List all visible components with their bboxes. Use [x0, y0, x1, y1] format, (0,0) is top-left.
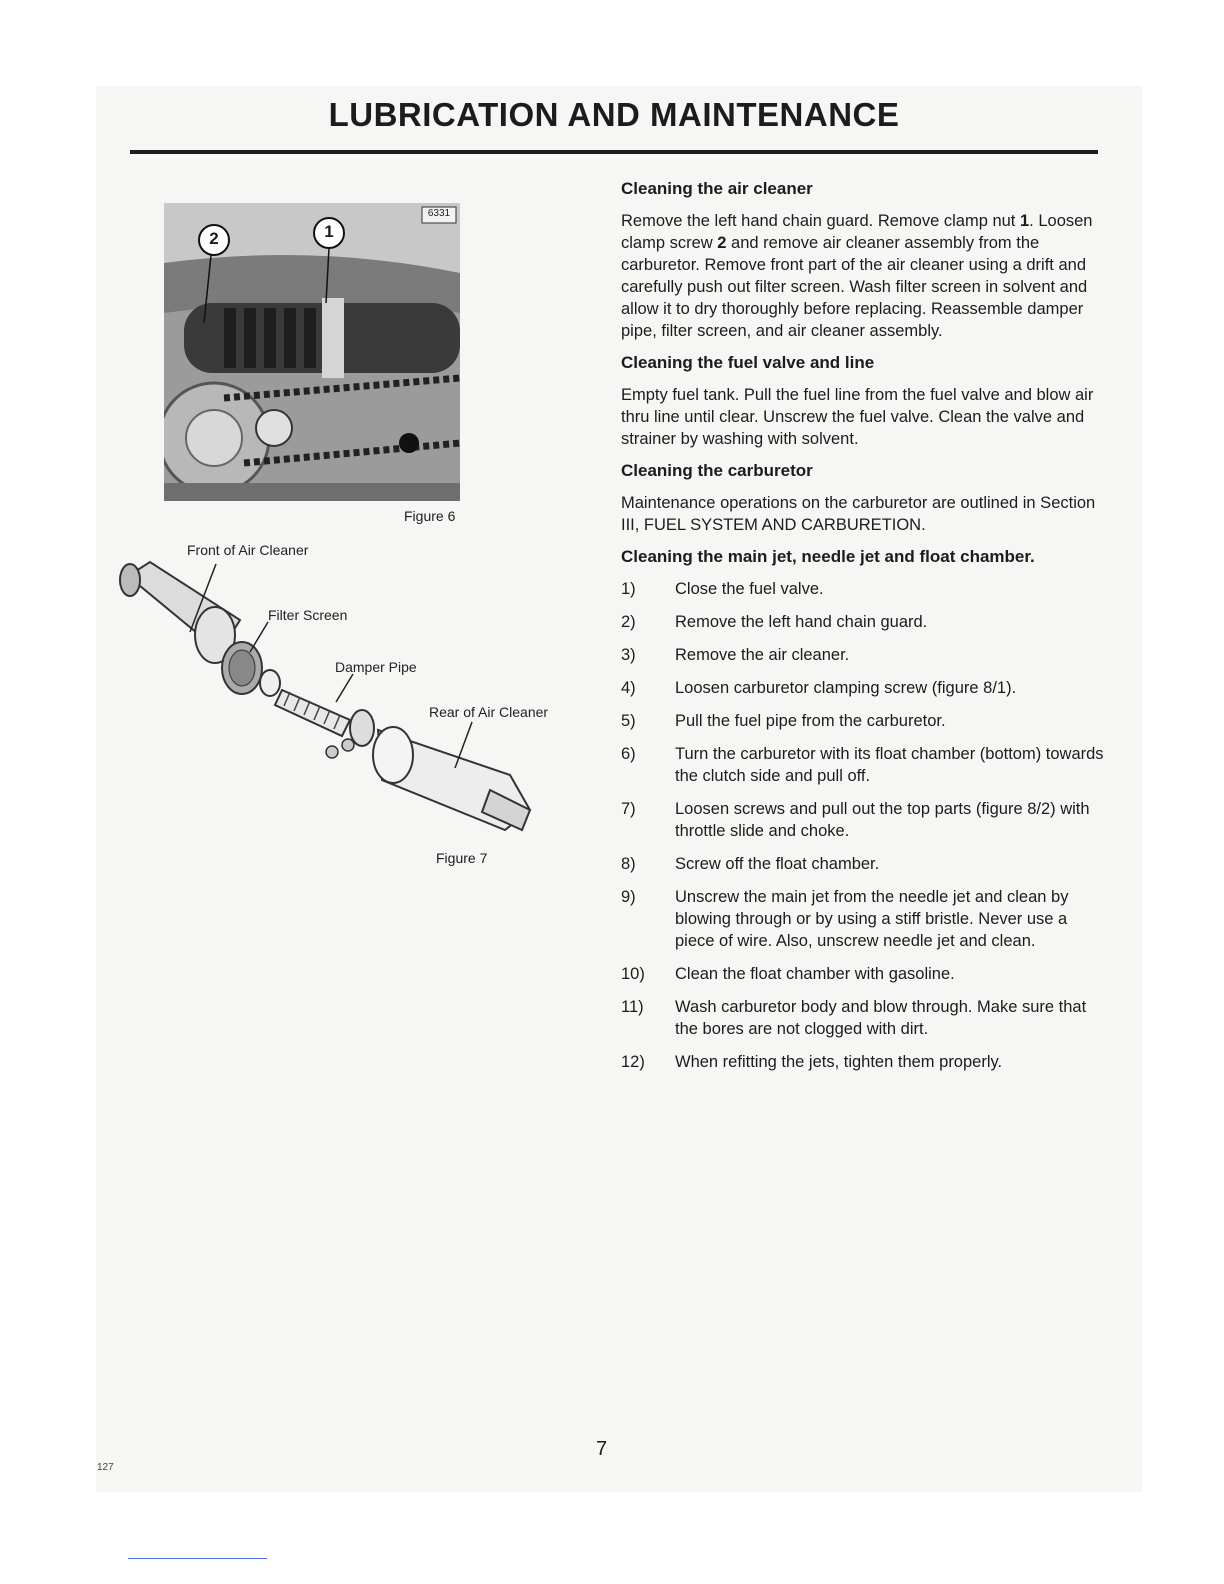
clamp-nut-part	[326, 739, 354, 758]
damper-pipe-part	[260, 670, 350, 736]
clamp-screw-ref: 2	[717, 234, 727, 252]
step-number: 6)	[621, 745, 636, 763]
list-item	[621, 710, 1107, 732]
step-text: Remove the left hand chain guard.	[675, 613, 928, 631]
air-cleaner-text-a: Remove the left hand chain guard. Remove clamp nut	[621, 212, 1020, 230]
list-item	[621, 611, 1107, 633]
figure-6-caption: Figure 6	[404, 508, 456, 524]
figure-6-photo	[164, 203, 460, 501]
step-text: Pull the fuel pipe from the carburetor.	[675, 712, 946, 730]
list-item	[621, 886, 1107, 952]
rear-of-air-cleaner-label: Rear of Air Cleaner	[429, 704, 549, 720]
callout-1-label: 1	[324, 222, 334, 241]
photo-code: 6331	[427, 208, 451, 219]
filter-screen-part	[222, 642, 262, 694]
bottom-underline	[128, 1558, 267, 1559]
step-number: 1)	[621, 580, 636, 598]
carburetor-paragraph: Maintenance operations on the carburetor are outlined in Section III, FUEL SYSTEM AND CARBURETION.	[621, 494, 1096, 534]
jets-heading: Cleaning the main jet, needle jet and float chamber.	[621, 547, 1035, 566]
page-number: 7	[596, 1438, 608, 1460]
step-text: Turn the carburetor with its float chamber (bottom) towards the clutch side and pull off.	[675, 745, 1104, 785]
fuel-valve-heading: Cleaning the fuel valve and line	[621, 353, 875, 372]
step-number: 3)	[621, 646, 636, 664]
step-text: Unscrew the main jet from the needle jet and clean by blowing through or by using a stiff bristle. Never use a piece of wire. Also, unscrew needle jet and clean.	[675, 888, 1069, 950]
step-text: Loosen carburetor clamping screw (figure 8/1).	[675, 679, 1017, 697]
step-text: Clean the float chamber with gasoline.	[675, 965, 955, 983]
callout-2-label: 2	[209, 229, 219, 248]
air-cleaner-paragraph	[621, 210, 1107, 342]
carburetor-heading: Cleaning the carburetor	[621, 461, 813, 480]
list-item	[621, 644, 1107, 666]
air-cleaner-heading: Cleaning the air cleaner	[621, 179, 813, 198]
step-text: When refitting the jets, tighten them properly.	[675, 1053, 1003, 1071]
figure-7-caption: Figure 7	[436, 850, 488, 866]
step-number: 9)	[621, 888, 636, 906]
step-text: Screw off the float chamber.	[675, 855, 880, 873]
fuel-valve-paragraph: Empty fuel tank. Pull the fuel line from the fuel valve and blow air thru line until clear. Unscrew the fuel valve. Clean the valve and strainer by washing with solvent.	[621, 386, 1094, 448]
corner-code: 127	[97, 1462, 114, 1473]
step-text: Loosen screws and pull out the top parts (figure 8/2) with throttle slide and choke.	[675, 800, 1090, 840]
clamp-nut-ref: 1	[1019, 212, 1030, 230]
jets-steps-list	[621, 578, 1107, 1073]
step-text: Remove the air cleaner.	[675, 646, 850, 664]
air-cleaner-text-c: and remove air cleaner assembly from the carburetor. Remove front part of the air cleaner using a drift and carefully push out filter screen. Wash filter screen in solvent and allow it to dry thoroughly before replacing. Reassemble damper pipe, filter screen, and air cleaner assembly.	[621, 234, 1088, 340]
list-item	[621, 996, 1107, 1040]
list-item	[621, 853, 1107, 875]
figure-7-diagram	[110, 540, 580, 850]
page-title: LUBRICATION AND MAINTENANCE	[328, 96, 900, 133]
step-number: 8)	[621, 855, 636, 873]
rear-of-air-cleaner-part	[350, 710, 530, 830]
step-text: Wash carburetor body and blow through. Make sure that the bores are not clogged with dirt.	[675, 998, 1087, 1038]
list-item	[621, 677, 1107, 699]
step-text: Close the fuel valve.	[675, 580, 824, 598]
step-number: 4)	[621, 679, 636, 697]
filter-screen-label: Filter Screen	[268, 607, 348, 623]
step-number: 10)	[621, 965, 645, 983]
front-of-air-cleaner-label: Front of Air Cleaner	[187, 542, 309, 558]
front-of-air-cleaner-part	[120, 562, 240, 663]
list-item	[621, 1051, 1107, 1073]
step-number: 12)	[621, 1053, 645, 1071]
step-number: 11)	[621, 998, 644, 1016]
step-number: 5)	[621, 712, 636, 730]
air-cleaner-text-b: . Loosen clamp screw	[621, 212, 1093, 252]
damper-pipe-label: Damper Pipe	[335, 659, 417, 675]
step-number: 2)	[621, 613, 636, 631]
step-number: 7)	[621, 800, 636, 818]
list-item	[621, 798, 1107, 842]
title-rule	[130, 150, 1098, 154]
list-item	[621, 578, 1107, 600]
instructions-column	[621, 178, 1107, 1084]
list-item	[621, 963, 1107, 985]
list-item	[621, 743, 1107, 787]
